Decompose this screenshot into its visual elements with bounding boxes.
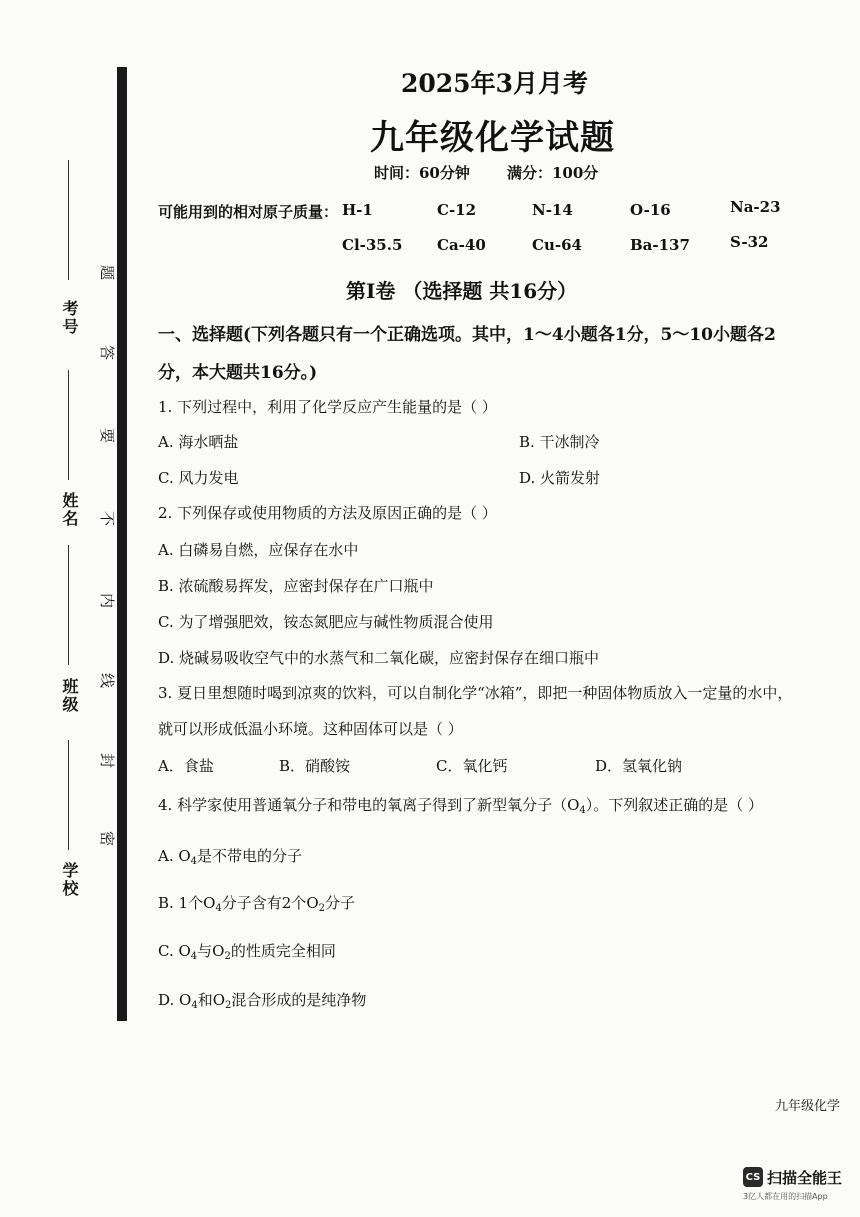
seal-char-bu: 不 xyxy=(98,510,117,527)
section-instruction-line2: 分，本大题共16分。) xyxy=(158,363,318,383)
atomic-mass-n: N-14 xyxy=(532,201,573,219)
question-4-option-d: D. $O_4$和$O_2$混合形成的是纯净物 xyxy=(158,991,367,1011)
question-3-stem-line2: 就可以形成低温小环境。这种固体可以是（ ） xyxy=(158,720,463,738)
question-3-option-d: D．氢氧化钠 xyxy=(595,757,683,775)
question-1-stem: 1. 下列过程中，利用了化学反应产生能量的是（ ） xyxy=(158,398,497,416)
atomic-mass-cu: Cu-64 xyxy=(532,236,582,254)
atomic-mass-label: 可能用到的相对原子质量： xyxy=(158,203,339,221)
question-1-option-b: B. 干冰制冷 xyxy=(519,433,600,451)
seal-char-nei: 内 xyxy=(98,592,117,609)
seal-char-da: 答 xyxy=(98,344,117,361)
question-4-option-b: B. 1个$O_4$分子含有2个$O_2$分子 xyxy=(158,894,356,914)
question-1-option-d: D. 火箭发射 xyxy=(519,469,601,487)
question-2-option-c: C. 为了增强肥效，铵态氮肥应与碱性物质混合使用 xyxy=(158,613,494,631)
atomic-mass-h: H-1 xyxy=(342,201,373,219)
seal-char-feng: 封 xyxy=(98,752,117,769)
seal-char-xian: 线 xyxy=(98,672,117,689)
question-3-stem-line1: 3. 夏日里想随时喝到凉爽的饮料，可以自制化学“冰箱”，即把一种固体物质放入一定量的水中， xyxy=(158,684,793,702)
question-3-option-b: B．硝酸铵 xyxy=(279,757,351,775)
page-footer-label: 九年级化学 xyxy=(775,1099,841,1114)
question-1-option-a: A. 海水晒盐 xyxy=(158,433,239,451)
atomic-mass-ba: Ba-137 xyxy=(630,236,690,254)
field-exam-number-line xyxy=(68,160,69,280)
field-name-line xyxy=(68,370,69,480)
question-4-option-a: A. $O_4$是不带电的分子 xyxy=(158,847,303,867)
exam-time: 时间：60分钟 xyxy=(374,164,470,182)
atomic-mass-c: C-12 xyxy=(437,201,477,219)
field-name-label: 姓名 xyxy=(60,492,79,528)
app-tagline: 3亿人都在用的扫描App xyxy=(743,1192,828,1201)
exam-title: 2025年3月月考 xyxy=(401,69,588,98)
field-school-line xyxy=(68,740,69,850)
seal-char-yao: 要 xyxy=(98,427,117,444)
exam-score: 满分：100分 xyxy=(507,164,599,182)
atomic-mass-cl: Cl-35.5 xyxy=(342,236,403,254)
atomic-mass-o: O-16 xyxy=(630,201,671,219)
question-2-stem: 2. 下列保存或使用物质的方法及原因正确的是（ ） xyxy=(158,504,497,522)
question-1-option-c: C. 风力发电 xyxy=(158,469,239,487)
question-4-option-c: C. $O_4$与$O_2$的性质完全相同 xyxy=(158,942,336,962)
atomic-mass-s: S-32 xyxy=(730,233,769,251)
seal-char-ti: 题 xyxy=(98,264,117,281)
camscanner-logo-icon: CS xyxy=(743,1167,763,1187)
seal-char-mi: 密 xyxy=(98,830,117,847)
question-3-option-c: C．氧化钙 xyxy=(436,757,508,775)
app-name: 扫描全能王 xyxy=(767,1169,843,1187)
binding-margin-bar xyxy=(117,67,127,1021)
section-title: 第Ⅰ卷 （选择题 共16分） xyxy=(346,279,578,303)
question-2-option-b: B. 浓硫酸易挥发，应密封保存在广口瓶中 xyxy=(158,577,434,595)
paper-title: 九年级化学试题 xyxy=(370,118,615,158)
question-3-option-a: A．食盐 xyxy=(158,757,214,775)
field-class-line xyxy=(68,545,69,665)
field-exam-number-label: 考号 xyxy=(60,300,79,336)
atomic-mass-ca: Ca-40 xyxy=(437,236,486,254)
question-4-stem: 4. 科学家使用普通氧分子和带电的氧离子得到了新型氧分子$(O_4)$。下列叙述正确的是（ ） xyxy=(158,796,764,816)
section-instruction-line1: 一、选择题(下列各题只有一个正确选项。其中，1～4小题各1分，5～10小题各2 xyxy=(158,325,776,345)
question-2-option-d: D. 烧碱易吸收空气中的水蒸气和二氧化碳，应密封保存在细口瓶中 xyxy=(158,649,600,667)
field-school-label: 学校 xyxy=(60,862,79,898)
question-2-option-a: A. 白磷易自燃，应保存在水中 xyxy=(158,541,359,559)
atomic-mass-na: Na-23 xyxy=(730,198,781,216)
field-class-label: 班级 xyxy=(60,678,79,714)
